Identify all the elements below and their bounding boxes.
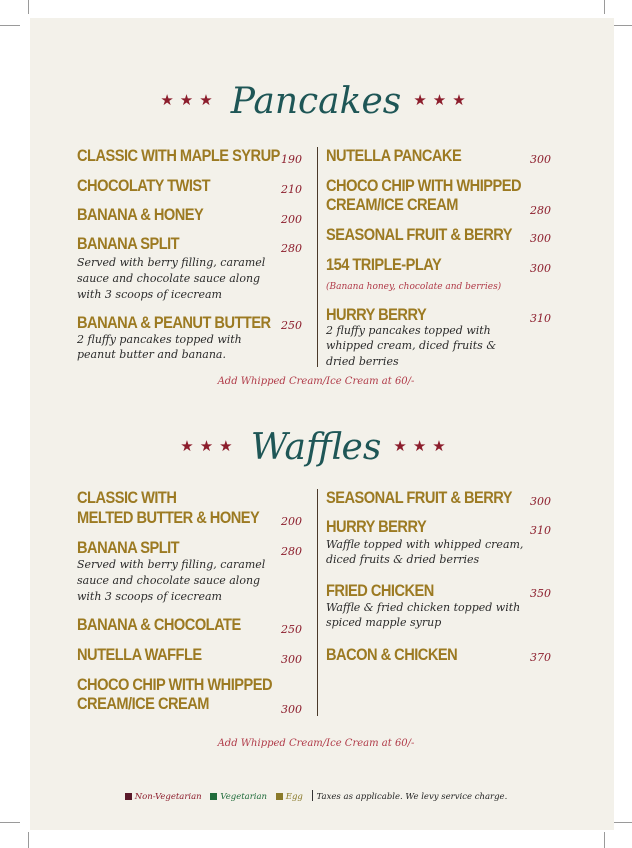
item-name: 154 TRIPLE-PLAY: [326, 255, 442, 274]
crop-mark: [0, 822, 20, 823]
crop-mark: [604, 832, 605, 848]
item-description: whipped cream, diced fruits &: [326, 339, 497, 352]
veg-label: Vegetarian: [220, 792, 268, 802]
item-description: dried berries: [326, 355, 399, 368]
item-description: 2 fluffy pancakes topped with: [77, 333, 242, 346]
item-price: 280: [281, 545, 302, 558]
pancakes-title: Pancakes: [230, 81, 402, 122]
stars-right: ★★★: [393, 436, 452, 455]
item-name: BACON & CHICKEN: [326, 645, 458, 664]
item-price: 280: [530, 204, 551, 217]
column-divider: [317, 489, 318, 716]
item-name: MELTED BUTTER & HONEY: [77, 508, 260, 527]
item-name: NUTELLA PANCAKE: [326, 146, 462, 165]
item-price: 250: [281, 623, 302, 636]
item-price: 310: [530, 524, 551, 537]
pancakes-heading: [0, 78, 632, 126]
column-divider: [317, 147, 318, 367]
crop-mark: [612, 822, 632, 823]
item-name: CREAM/ICE CREAM: [326, 195, 458, 214]
item-note: (Banana honey, chocolate and berries): [326, 282, 502, 292]
item-price: 300: [530, 495, 551, 508]
non-veg-swatch: [125, 793, 132, 800]
item-price: 310: [530, 312, 551, 325]
item-name: NUTELLA WAFFLE: [77, 645, 202, 664]
item-price: 300: [281, 703, 302, 716]
item-description: Served with berry filling, caramel: [77, 256, 266, 269]
taxes-note: Taxes as applicable. We levy service charge.: [316, 792, 508, 802]
crop-mark: [0, 25, 20, 26]
crop-mark: [612, 25, 632, 26]
waffles-heading: [0, 424, 632, 472]
item-description: with 3 scoops of icecream: [77, 590, 222, 603]
crop-mark: [28, 832, 29, 848]
item-name: SEASONAL FRUIT & BERRY: [326, 488, 513, 507]
pancakes-addon-note: Add Whipped Cream/Ice Cream at 60/-: [217, 376, 415, 387]
item-name: BANANA SPLIT: [77, 234, 180, 253]
item-price: 280: [281, 242, 302, 255]
waffles-addon-note: Add Whipped Cream/Ice Cream at 60/-: [217, 738, 415, 749]
item-price: 200: [281, 213, 302, 226]
item-name: BANANA SPLIT: [77, 538, 180, 557]
item-price: 300: [281, 653, 302, 666]
item-name: CREAM/ICE CREAM: [77, 694, 209, 713]
waffles-title: Waffles: [250, 427, 382, 468]
item-name: HURRY BERRY: [326, 517, 427, 536]
item-name: CHOCO CHIP WITH WHIPPED: [326, 176, 521, 195]
legend-separator: [312, 790, 313, 801]
stars-left: ★★★: [180, 436, 239, 455]
item-price: 370: [530, 651, 551, 664]
item-description: with 3 scoops of icecream: [77, 288, 222, 301]
item-price: 300: [530, 232, 551, 245]
item-description: Served with berry filling, caramel: [77, 558, 266, 571]
egg-label: Egg: [285, 792, 303, 802]
non-veg-label: Non-Vegetarian: [134, 792, 202, 802]
item-price: 300: [530, 153, 551, 166]
stars-left: ★★★: [160, 90, 219, 109]
item-description: sauce and chocolate sauce along: [77, 272, 261, 285]
item-price: 350: [530, 587, 551, 600]
item-price: 190: [281, 153, 302, 166]
item-name: CHOCOLATY TWIST: [77, 176, 211, 195]
item-price: 200: [281, 515, 302, 528]
item-description: Waffle topped with whipped cream,: [326, 538, 524, 551]
item-price: 210: [281, 183, 302, 196]
item-name: CHOCO CHIP WITH WHIPPED: [77, 675, 272, 694]
item-name: CLASSIC WITH MAPLE SYRUP: [77, 146, 280, 165]
item-description: sauce and chocolate sauce along: [77, 574, 261, 587]
crop-mark: [28, 0, 29, 14]
item-price: 250: [281, 319, 302, 332]
veg-swatch: [210, 793, 217, 800]
item-name: BANANA & CHOCOLATE: [77, 615, 241, 634]
legend: [0, 790, 632, 802]
item-description: spiced mapple syrup: [326, 616, 442, 629]
egg-swatch: [276, 793, 283, 800]
item-name: HURRY BERRY: [326, 305, 427, 324]
item-description: 2 fluffy pancakes topped with: [326, 324, 491, 337]
item-description: peanut butter and banana.: [77, 348, 226, 361]
item-name: BANANA & PEANUT BUTTER: [77, 313, 271, 332]
crop-mark: [604, 0, 605, 14]
item-name: BANANA & HONEY: [77, 205, 204, 224]
item-description: diced fruits & dried berries: [326, 553, 480, 566]
stars-right: ★★★: [413, 90, 472, 109]
item-description: Waffle & fried chicken topped with: [326, 601, 521, 614]
item-price: 300: [530, 262, 551, 275]
item-name: SEASONAL FRUIT & BERRY: [326, 225, 513, 244]
item-name: CLASSIC WITH: [77, 488, 177, 507]
item-name: FRIED CHICKEN: [326, 581, 434, 600]
